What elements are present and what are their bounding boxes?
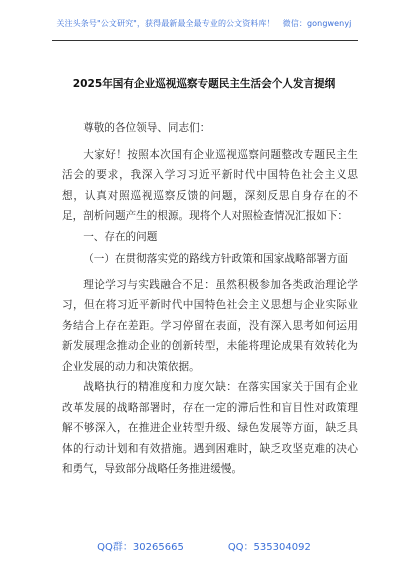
footer-qq-number: QQ：535304092: [227, 542, 311, 553]
document-title: 2025年国有企业巡视巡察专题民主生活会个人发言提纲: [72, 78, 336, 90]
page-footer: [0, 538, 408, 553]
greeting: 尊敬的各位领导、同志们：: [83, 122, 211, 134]
page-header: [0, 18, 408, 29]
document-body: [62, 118, 358, 480]
section-heading: 一、存在的问题: [83, 230, 158, 243]
footer-qq-group: QQ群：30265665: [97, 542, 184, 553]
paragraph-theory-practice: 理论学习与实践融合不足：虽然积极参加各类政治理论学习，但在将习近平新时代中国特色社会主义思想与企业实际业务结合上存在差距。学习停留在表面，没有深入思考如何运用新发展理念推动企业的创新转型，未能将理论成果有效转化为企业发展的动力和决策依据。: [62, 278, 358, 373]
header-divider: [52, 40, 358, 41]
header-promo-text: 关注头条号"公文研究"，获得最新最全最专业的公文资料库！: [56, 19, 275, 28]
subsection-heading: （一）在贯彻落实党的路线方针政策和国家战略部署方面: [83, 253, 349, 265]
intro-paragraph: 大家好！按照本次国有企业巡视巡察问题整改专题民主生活会的要求，我深入学习习近平新时代中国特色社会主义思想，认真对照巡视巡察反馈的问题，深刻反思自身存在的不足，剖析问题产生的根源。现将个人对照检查情况汇报如下：: [62, 148, 358, 222]
header-wechat-text: 微信：gongwenyj: [282, 19, 352, 28]
paragraph-strategy-execution: 战略执行的精准度和力度欠缺：在落实国家关于国有企业改革发展的战略部署时，存在一定的滞后性和盲目性对政策理解不够深入，在推进企业转型升级、绿色发展等方面，缺乏具体的行动计划和有效措施。遇到困难时，缺乏攻坚克难的决心和勇气，导致部分战略任务推进缓慢。: [62, 381, 358, 475]
